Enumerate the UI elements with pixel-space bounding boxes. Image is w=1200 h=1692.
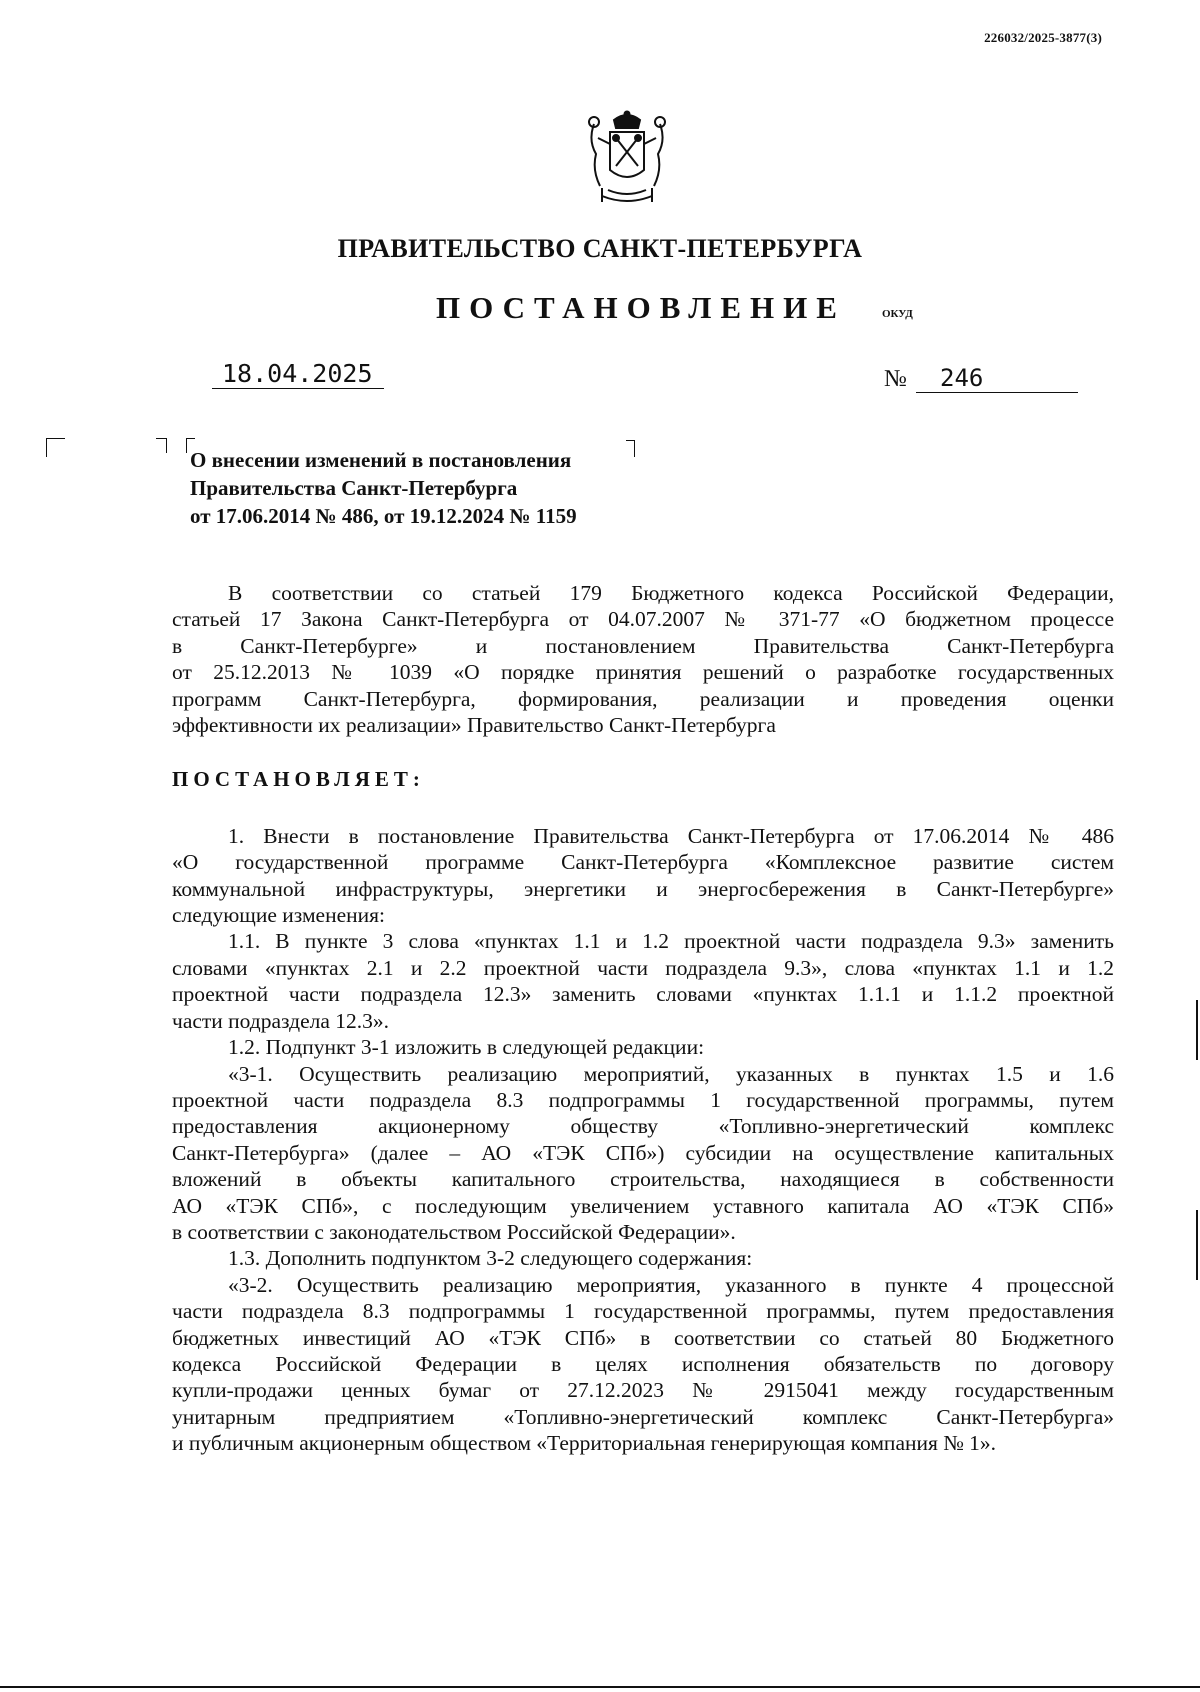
document-type-title: ПОСТАНОВЛЕНИЕ — [436, 290, 846, 325]
document-number: 246 — [916, 364, 1078, 393]
government-title: ПРАВИТЕЛЬСТВО САНКТ-ПЕТЕРБУРГА — [337, 234, 863, 263]
coat-of-arms-icon — [580, 110, 674, 210]
scan-edge-mark — [1196, 1000, 1198, 1060]
subject-line: от 17.06.2014 № 486, от 19.12.2024 № 1159 — [190, 504, 577, 528]
item-line: предоставления акционерному обществу «Топливно-энергетический комплекс — [172, 1114, 1114, 1139]
corner-mark — [156, 438, 167, 453]
item-line: словами «пунктах 2.1 и 2.2 проектной части подраздела 9.3», слова «пунктах 1.1 и 1.2 — [172, 955, 1114, 980]
preamble-line: эффективности их реализации» Правительство Санкт-Петербурга — [172, 713, 776, 738]
okud-label: ОКУД — [882, 308, 913, 320]
item-line: кодекса Российской Федерации в целях исполнения обязательств по договору — [172, 1351, 1114, 1376]
preamble-line: в Санкт-Петербурге» и постановлением Правительства Санкт-Петербурга — [172, 633, 1114, 658]
item-line: следующие изменения: — [172, 903, 386, 928]
scan-edge-mark — [0, 1686, 1200, 1688]
item-line: части подраздела 12.3». — [172, 1008, 390, 1033]
document-body — [172, 580, 1114, 1457]
coat-of-arms-emblem — [580, 110, 674, 210]
preamble-line: В соответствии со статьей 179 Бюджетного кодекса Российской Федерации, — [228, 581, 1114, 605]
item-line: бюджетных инвестиций АО «ТЭК СПб» в соответствии со статьей 80 Бюджетного — [172, 1325, 1114, 1350]
document-subject — [190, 446, 577, 530]
number-sign: № — [884, 366, 907, 392]
item-line: 1. Внести в постановление Правительства Санкт-Петербурга от 17.06.2014 № 486 — [228, 823, 1114, 848]
item-line: проектной части подраздела 12.3» заменить словами «пунктах 1.1.1 и 1.1.2 проектной — [172, 982, 1114, 1007]
item-line: «О государственной программе Санкт-Петербурга «Комплексное развитие систем — [172, 850, 1114, 875]
item-line: и публичным акционерным обществом «Территориальная генерирующая компания № 1». — [172, 1431, 997, 1456]
item-line: в соответствии с законодательством Российской Федерации». — [172, 1219, 736, 1244]
item-line: части подраздела 8.3 подпрограммы 1 государственной программы, путем предоставления — [172, 1299, 1114, 1324]
item-line: купли-продажи ценных бумаг от 27.12.2023 № 2915041 между государственным — [172, 1378, 1114, 1403]
item-line: Санкт-Петербурга» (далее – АО «ТЭК СПб») субсидии на осуществление капитальных — [172, 1140, 1114, 1165]
registration-number: 226032/2025-3877(3) — [984, 30, 1102, 45]
preamble-line: от 25.12.2013 № 1039 «О порядке принятия решений о разработке государственных — [172, 660, 1114, 685]
item-line: унитарным предприятием «Топливно-энергетический комплекс Санкт-Петербурга» — [172, 1404, 1114, 1429]
item-line: АО «ТЭК СПб», с последующим увеличением уставного капитала АО «ТЭК СПб» — [172, 1193, 1114, 1218]
resolves-heading: ПОСТАНОВЛЯЕТ: — [172, 767, 425, 792]
item-line: 1.1. В пункте 3 слова «пунктах 1.1 и 1.2 проектной части подраздела 9.3» заменить — [228, 929, 1114, 954]
scan-edge-mark — [1196, 1210, 1198, 1280]
item-line: «3-1. Осуществить реализацию мероприятий, указанных в пунктах 1.5 и 1.6 — [228, 1061, 1114, 1086]
corner-mark — [626, 440, 635, 457]
preamble-line: статьей 17 Закона Санкт-Петербурга от 04.07.2007 № 371-77 «О бюджетном процессе — [172, 607, 1114, 632]
document-date: 18.04.2025 — [212, 360, 384, 389]
item-line: проектной части подраздела 8.3 подпрограммы 1 государственной программы, путем — [172, 1087, 1114, 1112]
preamble-line: программ Санкт-Петербурга, формирования, реализации и проведения оценки — [172, 686, 1114, 711]
subject-line: Правительства Санкт-Петербурга — [190, 476, 518, 500]
item-line: 1.3. Дополнить подпунктом 3-2 следующего содержания: — [228, 1246, 753, 1271]
corner-mark — [46, 438, 65, 457]
subject-line: О внесении изменений в постановления — [190, 448, 572, 472]
item-line: вложений в объекты капитального строительства, находящиеся в собственности — [172, 1167, 1114, 1192]
item-line: «3-2. Осуществить реализацию мероприятия, указанного в пункте 4 процессной — [228, 1272, 1114, 1297]
item-line: коммунальной инфраструктуры, энергетики и энергосбережения в Санкт-Петербурге» — [172, 876, 1114, 901]
item-line: 1.2. Подпункт 3-1 изложить в следующей редакции: — [228, 1035, 705, 1060]
